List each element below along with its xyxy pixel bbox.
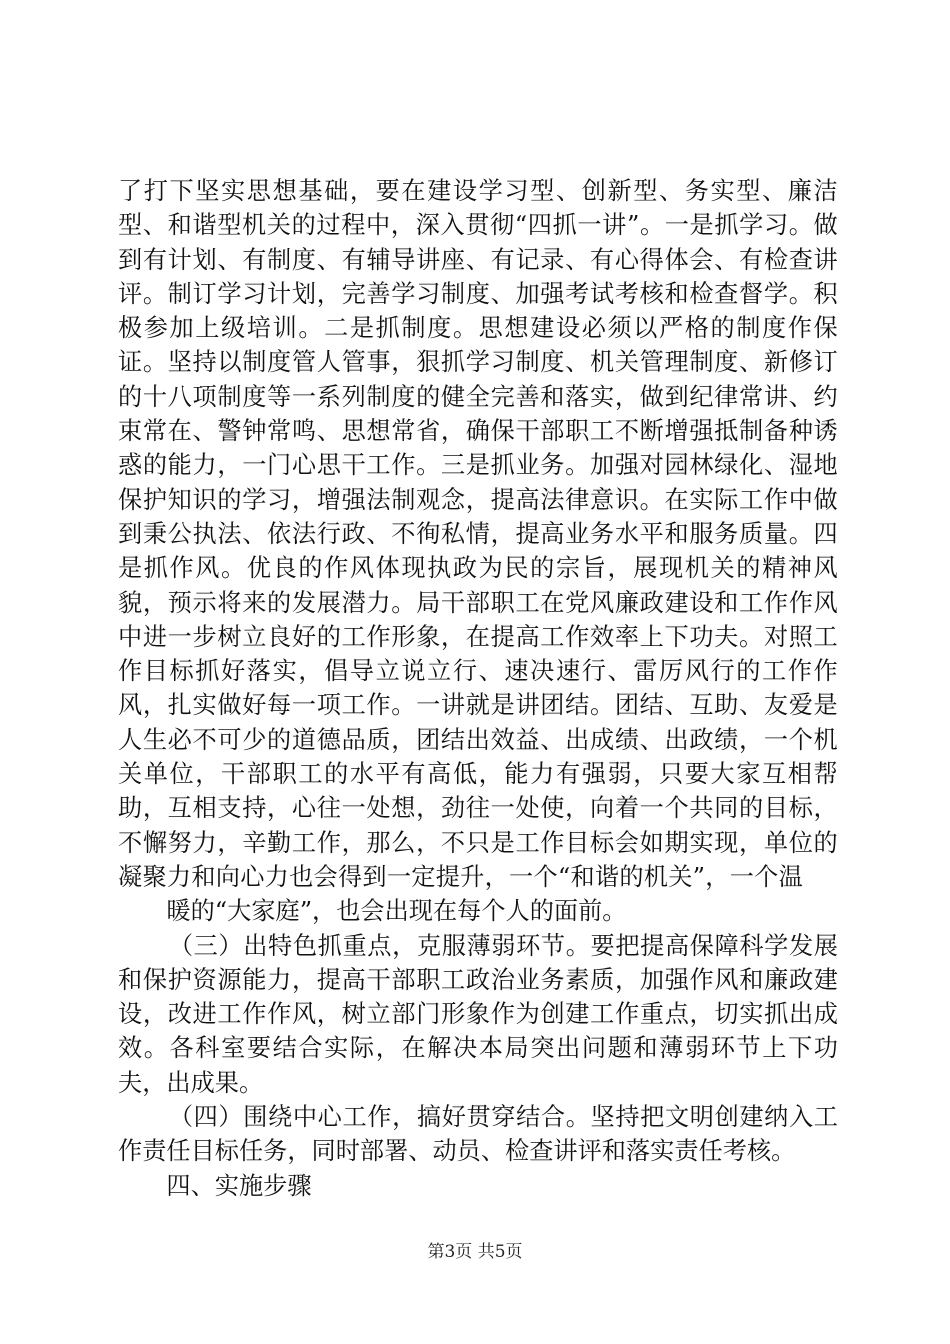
page-number-footer: 第3页 共5页: [427, 1242, 523, 1262]
document-body: [118, 174, 838, 1203]
paragraph-section-four: （四）围绕中心工作，搞好贯穿结合。坚持把文明创建纳入工作责任目标任务，同时部署、动员、检查讲评和落实责任考核。: [118, 1103, 838, 1166]
paragraph-study-system-work-style: 了打下坚实思想基础，要在建设学习型、创新型、务实型、廉洁型、和谐型机关的过程中，深入贯彻“四抓一讲”。一是抓学习。做到有计划、有制度、有辅导讲座、有记录、有心得体会、有检查讲评。制订学习计划，完善学习制度、加强考试考核和检查督学。积极参加上级培训。二是抓制度。思想建设必须以严格的制度作保证。坚持以制度管人管事，狠抓学习制度、机关管理制度、新修订的十八项制度等一系列制度的健全完善和落实，做到纪律常讲、约束常在、警钟常鸣、思想常省，确保干部职工不断增强抵制备种诱惑的能力，一门心思干工作。三是抓业务。加强对园林绿化、湿地保护知识的学习，增强法制观念，提高法律意识。在实际工作中做到秉公执法、依法行政、不徇私情，提高业务水平和服务质量。四是抓作风。优良的作风体现执政为民的宗旨，展现机关的精神风貌，预示将来的发展潜力。局干部职工在党风廉政建设和工作作风中进一步树立良好的工作形象，在提高工作效率上下功夫。对照工作目标抓好落实，倡导立说立行、速决速行、雷厉风行的工作作风，扎实做好每一项工作。一讲就是讲团结。团结、互助、友爱是人生必不可少的道德品质，团结出效益、出成绩、出政绩，一个机关单位，干部职工的水平有高低，能力有强弱，只要大家互相帮助，互相支持，心往一处想，劲往一处使，向着一个共同的目标，不懈努力，辛勤工作，那么，不只是工作目标会如期实现，单位的凝聚力和向心力也会得到一定提升，一个“和谐的机关”，一个温: [118, 177, 838, 891]
paragraph-continuation: 暖的“大家庭”，也会出现在每个人的面前。: [166, 897, 627, 926]
section-heading-implementation-steps: 四、实施步骤: [166, 1171, 312, 1200]
paragraph-section-three: （三）出特色抓重点，克服薄弱环节。要把提高保障科学发展和保护资源能力，提高干部职工政治业务素质，加强作风和廉政建设，改进工作作风，树立部门形象作为创建工作重点，切实抓出成效。各科室要结合实际，在解决本局突出问题和薄弱环节上下功夫，出成果。: [118, 931, 838, 1097]
